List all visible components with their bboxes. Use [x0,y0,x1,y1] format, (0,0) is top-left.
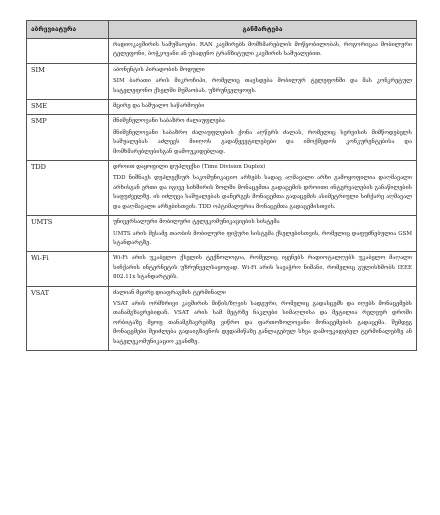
table-row [27,115,417,161]
definition-text: მნიშვნელოვანი საბაზრო ძალაუფლების ქონა აღწერს ძალას, რომელიც სერვისის მიმწოდებელს საშუალებას აძლევს მიიღოს გადაწყვეტილებები და იმოქმედოს კონკურენტებისა და მომხმარებლებისგან დამოუკიდებლად. [113,129,412,155]
definition-text: SIM ბარათი არის მიკროჩიპი, რომელიც თავსდება მობილურ ტელეფონში და მას კონკრეტულ სატელეფონო ქსელში მუშაობას. უზრუნველყოფს. [113,78,412,94]
abbreviation-cell: TDD [27,161,109,216]
abbreviation-cell: VSAT [27,286,109,350]
table-row [27,63,417,99]
abbreviation-cell: SME [27,100,109,115]
definition-expansion: მნიშვნელოვანი საბაზრო ძალაუფლება [113,118,225,125]
abbreviation-cell: SIM [27,63,109,99]
definition-text: მცირე და საშუალო საწარმოები [113,103,205,110]
definition-expansion: უნივერსალური მობილური ტელეკომუნიკაციების სისტემა [113,219,280,226]
table-row [27,216,417,252]
definition-cell [109,286,417,350]
abbreviation-cell: SMP [27,115,109,161]
glossary-page [26,20,416,351]
table-row [27,100,417,115]
header-definition: განმარტება [109,21,417,39]
definition-cell [109,161,417,216]
abbreviation-cell [27,39,109,64]
abbreviation-cell: UMTS [27,216,109,252]
definition-expansion: ძალიან მცირე დიაფრაგმის ტერმინალი [113,289,226,296]
definition-text: რადიოკავშირის სამუშაოები. RAN კავშირებს მომხმარებლის მოწყობილობას, როგორიცაა მობილური ტელეფონი, ბოჭკოვანი ან უსადენო ტრანზიტული კავშირის საშუალებით. [113,42,412,58]
table-row [27,39,417,64]
definition-text: Wi-Fi არის უკაბელო ქსელის ტექნოლოგია, რომელიც იყენებს რადიოტალღებს უკაბელო მაღალი სიჩქარის ინტერნეტის უზრუნველსაყოფად. Wi-Fi არის სავაჭრო ნიშანი, რომელიც გულისხმობს IEEE 802.11x სტანდარტებს. [113,255,412,281]
definition-cell [109,252,417,286]
definition-cell [109,115,417,161]
table-header-row [27,21,417,39]
table-row [27,286,417,350]
definition-cell [109,39,417,64]
table-body [27,39,417,351]
abbreviation-cell: Wi-Fi [27,252,109,286]
table-row [27,161,417,216]
definition-cell [109,100,417,115]
abbreviation-table [26,20,417,351]
definition-cell [109,216,417,252]
definition-text: TDD ნიშნავს დუპლექსურ საკომუნიკაციო არხებს სადაც აღმავალი არხი გამოყოფილია დაღმავალი არხისგან ერთი და იგივე სიხშირის ზოლში მონაცემთა გადაცემის დროითი ინტერვალების განაწილების საფუძველზე. ის იძლევა საშუალებას დანერგეს მონაცემთა გადაცემის ასიმეტრიული სიჩქარე აღმავალ და დაღმავალი არხებისთვის. TDD ოპტიმალურია მონაცემთა გადაცემისთვის. [113,175,412,210]
definition-text: UMTS არის მესამე თაობის მობილური ფიჭური სისტემა ქსელებისთვის, რომელიც დაფუძნებულია GSM სტანდარტზე. [113,230,412,246]
header-abbreviation: აბრევიატურა [27,21,109,39]
definition-expansion: აბონენტის პირადობის მოდული [113,66,205,73]
definition-expansion: დროით დაყოფილი დუპლექსი (Time Division Duplex) [113,164,266,171]
table-row [27,252,417,286]
definition-cell [109,63,417,99]
definition-text: VSAT არის ორმხრივი კავშირის მიწის/ზღვის სადგური, რომელიც გადასცემს და იღებს მონაცემებს თანამგზავრებიდან. VSAT არის სამ მეტრზე ნაკლები სიმაღლისა და მეტილია რელეურ დროში ორბიტაზე მყოფ თანამგზავრებზე ვიწრო და ფართოზოლოვანი მონაცემების გადაცემა. შემდეგ მონაცემები შეიძლება გადაიგზავნოს დედამიწაზე განლაგებულ სხვა დამოუკიდებელ ტერმინალებზე ან სატელეკომუნიკაციო კვანძზე. [113,300,412,345]
